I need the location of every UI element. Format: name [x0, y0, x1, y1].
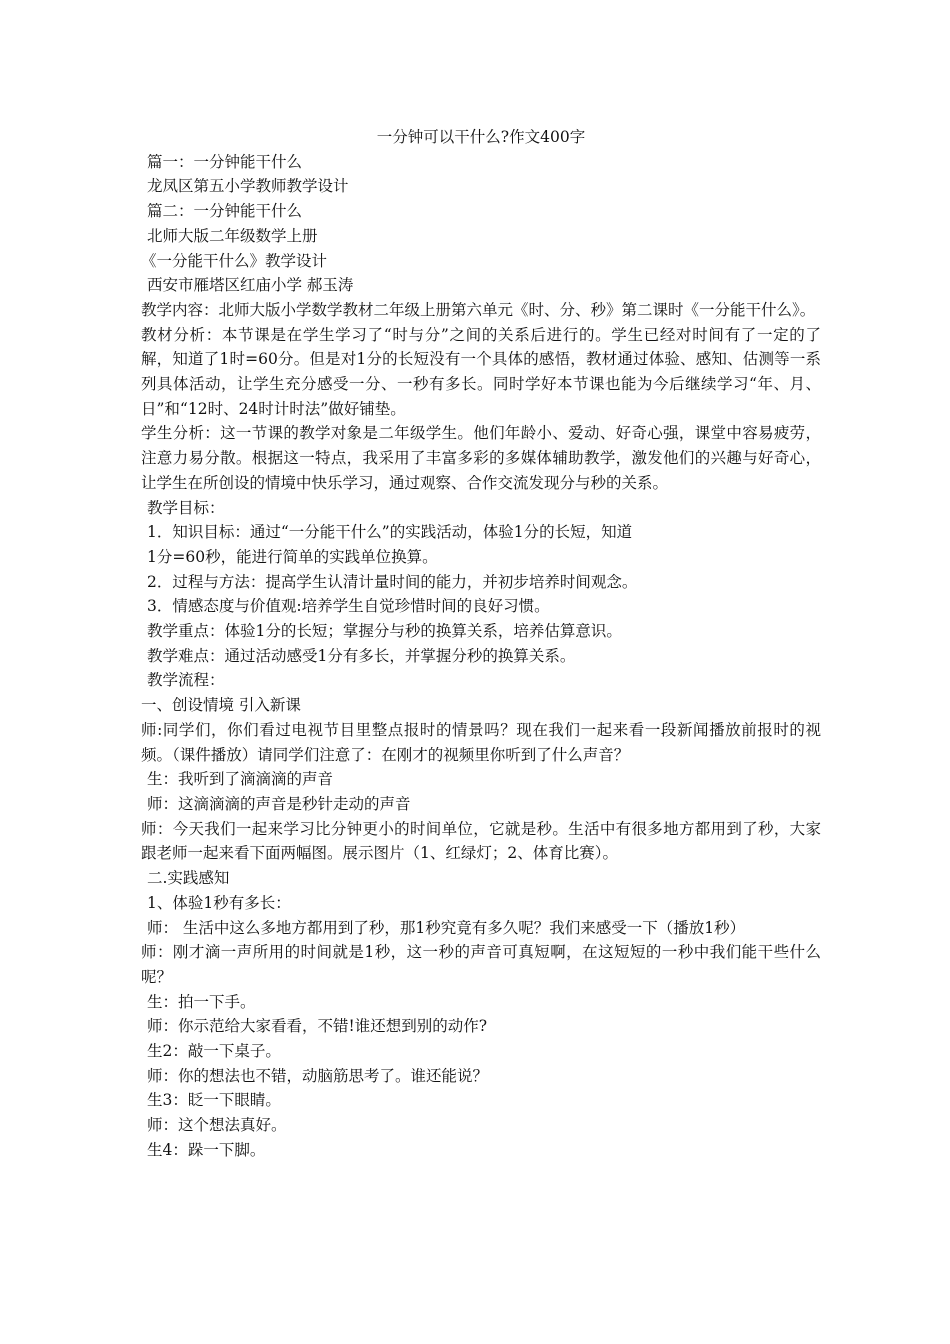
paragraph: 师:同学们，你们看过电视节目里整点报时的情景吗？现在我们一起来看一段新闻播放前报时的视频。（课件播放）请同学们注意了：在刚才的视频里你听到了什么声音？ — [141, 720, 821, 764]
paragraph: 教学内容：北师大版小学数学教材二年级上册第六单元《时、分、秒》第二课时《一分能干什么》。 — [141, 300, 816, 319]
paragraph: 1．知识目标：通过“一分能干什么”的实践活动，体验1分的长短，知道 — [147, 523, 633, 542]
paragraph: 教学难点：通过活动感受1分有多长，并掌握分秒的换算关系。 — [147, 646, 576, 665]
paragraph: 一、创设情境 引入新课 — [141, 696, 301, 715]
paragraph: 师：这个想法真好。 — [147, 1116, 287, 1135]
paragraph: 西安市雁塔区红庙小学 郝玉涛 — [147, 276, 354, 295]
paragraph: 二.实践感知 — [147, 869, 230, 888]
paragraph: 2．过程与方法：提高学生认清计量时间的能力，并初步培养时间观念。 — [147, 572, 638, 591]
paragraph: 师：今天我们一起来学习比分钟更小的时间单位，它就是秒。生活中有很多地方都用到了秒，大家跟老师一起来看下面两幅图。展示图片（1、红绿灯；2、体育比赛）。 — [141, 819, 821, 863]
paragraph: 教学流程： — [147, 671, 225, 690]
paragraph: 篇一：一分钟能干什么 — [147, 152, 303, 171]
paragraph: 1分=60秒，能进行简单的实践单位换算。 — [147, 547, 438, 566]
paragraph: 生3：眨一下眼睛。 — [147, 1091, 281, 1110]
paragraph: 生：我听到了滴滴滴的声音 — [147, 770, 334, 789]
paragraph: 师：你的想法也不错，动脑筋思考了。谁还能说？ — [147, 1066, 489, 1085]
paragraph: 师： 生活中这么多地方都用到了秒，那1秒究竟有多久呢？我们来感受一下（播放1秒） — [147, 918, 746, 937]
paragraph: 教学重点：体验1分的长短；掌握分与秒的换算关系，培养估算意识。 — [147, 622, 622, 641]
paragraph: 教材分析：本节课是在学生学习了“时与分”之间的关系后进行的。学生已经对时间有了一定的了解，知道了1时=60分。但是对1分的长短没有一个具体的感悟，教材通过体验、感知、估测等一系列具体活动，让学生充分感受一分、一秒有多长。同时学好本节课也能为今后继续学习“年、月、日”和“12时、24时计时法”做好铺垫。 — [141, 325, 821, 418]
paragraph: 生4：跺一下脚。 — [147, 1140, 266, 1159]
document-title: 一分钟可以干什么?作文400字 — [376, 128, 586, 146]
paragraph: 《一分能干什么》教学设计 — [141, 251, 328, 270]
paragraph: 生2：敲一下桌子。 — [147, 1042, 281, 1061]
paragraph: 龙凤区第五小学教师教学设计 — [147, 177, 349, 196]
paragraph: 师：这滴滴滴的声音是秒针走动的声音 — [147, 794, 411, 813]
paragraph: 生：拍一下手。 — [147, 992, 256, 1011]
paragraph: 教学目标： — [147, 498, 225, 517]
paragraph: 师：你示范给大家看看，不错!谁还想到别的动作? — [147, 1017, 488, 1036]
paragraph: 1、体验1秒有多长： — [147, 893, 291, 912]
paragraph: 北师大版二年级数学上册 — [147, 226, 318, 245]
paragraph-list — [141, 150, 821, 1163]
paragraph: 篇二：一分钟能干什么 — [147, 202, 303, 221]
paragraph: 3．情感态度与价值观:培养学生自觉珍惜时间的良好习惯。 — [147, 597, 550, 616]
paragraph: 学生分析：这一节课的教学对象是二年级学生。他们年龄小、爱动、好奇心强，课堂中容易疲劳，注意力易分散。根据这一特点，我采用了丰富多彩的多媒体辅助教学，激发他们的兴趣与好奇心，让学生在所创设的情境中快乐学习，通过观察、合作交流发现分与秒的关系。 — [141, 424, 821, 492]
document-body — [141, 125, 821, 1163]
paragraph: 师：刚才滴一声所用的时间就是1秒，这一秒的声音可真短啊，在这短短的一秒中我们能干些什么呢？ — [141, 943, 821, 986]
